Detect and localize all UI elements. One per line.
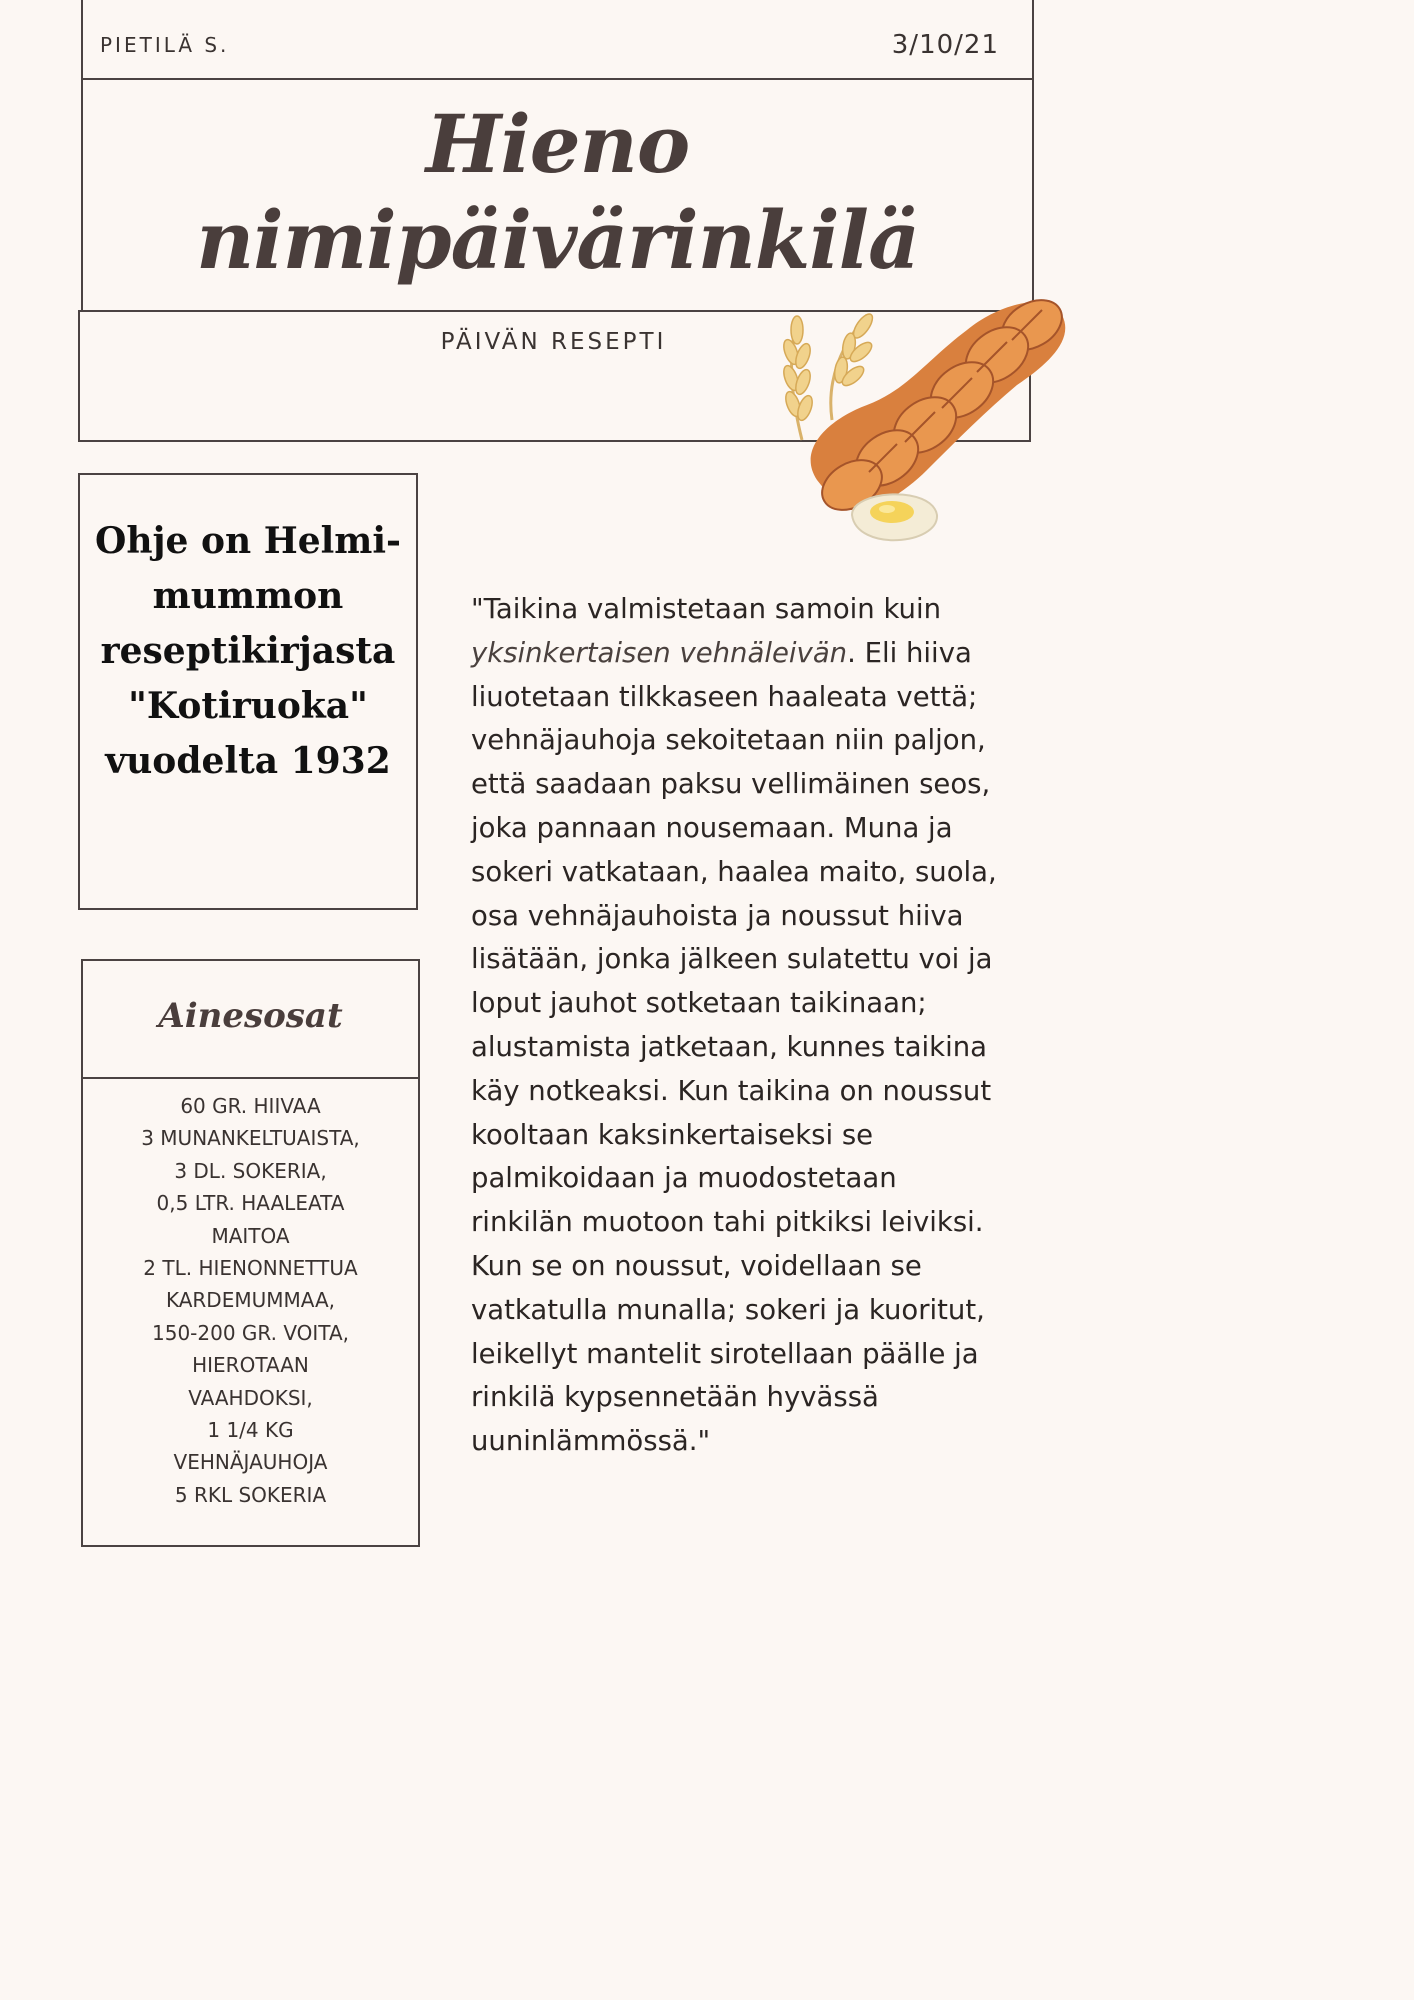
braided-bread-wheat-egg-icon (757, 290, 1077, 560)
ingredient-item: 0,5 LTR. HAALEATA (156, 1191, 345, 1216)
ingredient-item: KARDEMUMMAA, (165, 1288, 336, 1313)
recipe-text-start: "Taikina valmistetaan samoin kuin (471, 593, 942, 625)
recipe-text-emphasis: yksinkertaisen vehnäleivän (471, 636, 848, 669)
ingredient-item: VAAHDOKSI, (188, 1385, 313, 1410)
ingredient-item: MAITOA (211, 1223, 290, 1248)
ingredient-item: 60 GR. HIIVAA (180, 1094, 321, 1118)
date-label: 3/10/21 (891, 30, 999, 60)
egg-icon (852, 494, 937, 540)
ingredient-item: HIEROTAAN (192, 1353, 309, 1378)
recipe-text-rest: . Eli hiiva liuotetaan tilkkaseen haaleata vettä; vehnäjauhoja sekoitetaan niin paljon, että saadaan paksu vellimäinen seos, joka pannaan nousemaan. Muna ja sokeri vatkataan, haalea maito, suola, osa vehnäjauhoista ja noussut hiiva lisätään, jonka jälkeen sulatettu voi ja loput jauhot sotketaan taikinaan; alustamista jatketaan, kunnes taikina käy notkeaksi. Kun taikina on noussut kooltaan kaksinkertaiseksi se palmikoidaan ja muodostetaan rinkilän muotoon tahi pitkiksi leiviksi. Kun se on noussut, voidellaan se vatkatulla munalla; sokeri ja kuoritut, leikellyt mantelit sirotellaan päälle ja rinkilä kypsennetään hyvässä uuninlämmössä." (471, 636, 997, 1458)
title-line-1: Hieno (425, 97, 690, 191)
page-subtitle: PÄIVÄN RESEPTI (440, 329, 667, 355)
source-note: Ohje on Helmi-mummon reseptikirjasta "Kotiruoka" vuodelta 1932 (94, 520, 402, 782)
ingredient-item: 2 TL. HIENONNETTUA (143, 1256, 358, 1281)
ingredient-item: 1 1/4 KG (207, 1418, 294, 1443)
ingredients-heading: Ainesosat (158, 996, 343, 1036)
ingredient-item: VEHNÄJAUHOJA (173, 1450, 328, 1475)
recipe-instructions (471, 588, 1071, 1464)
ingredient-item: 3 MUNANKELTUAISTA, (141, 1126, 360, 1151)
ingredient-item: 150-200 GR. VOITA, (152, 1320, 349, 1345)
ingredient-item: 5 RKL SOKERIA (174, 1482, 327, 1507)
title-line-2: nimipäivärinkilä (196, 193, 919, 287)
page-title (84, 96, 1031, 288)
ingredients-list (84, 1090, 417, 1511)
ingredient-item: 3 DL. SOKERIA, (174, 1158, 327, 1183)
author-name: PIETILÄ S. (100, 33, 230, 57)
braided-bread-icon (811, 290, 1071, 520)
ingredients-divider (81, 1077, 420, 1079)
